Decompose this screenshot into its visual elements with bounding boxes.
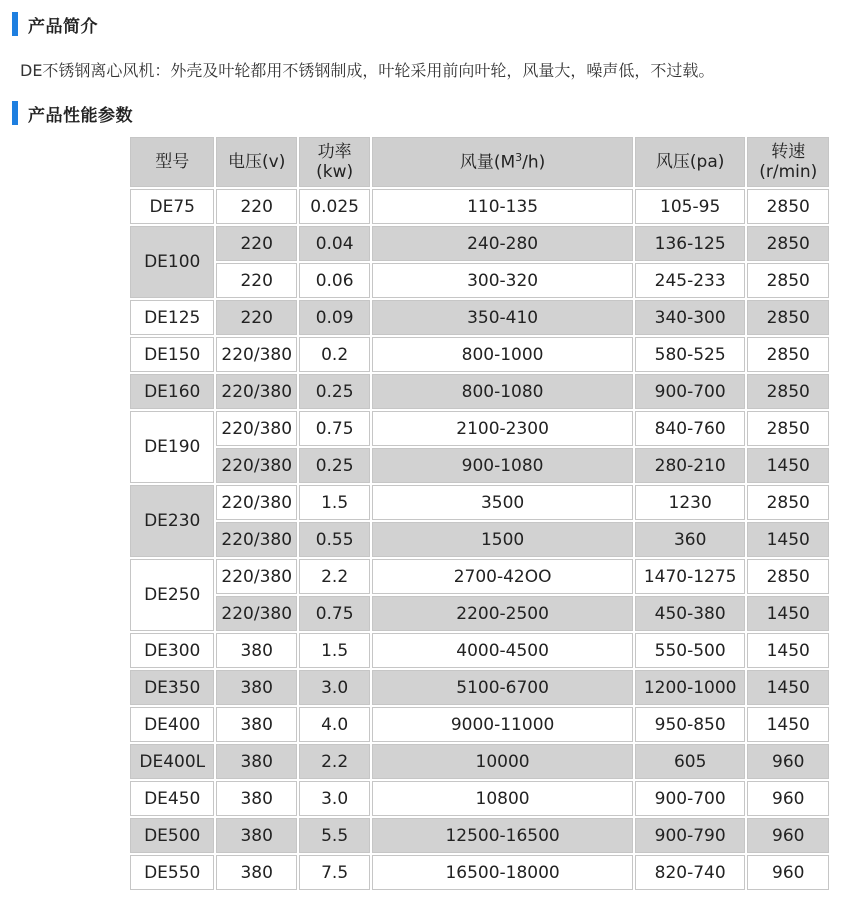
cell-power: 3.0 (299, 670, 370, 705)
cell-power: 2.2 (299, 744, 370, 779)
cell-pressure: 550-500 (635, 633, 746, 668)
cell-voltage: 220/380 (216, 411, 296, 446)
cell-model: DE230 (130, 485, 214, 557)
cell-voltage: 380 (216, 818, 296, 853)
cell-power: 0.25 (299, 374, 370, 409)
cell-speed: 1450 (747, 596, 829, 631)
cell-pressure: 1470-1275 (635, 559, 746, 594)
cell-power: 5.5 (299, 818, 370, 853)
cell-power: 2.2 (299, 559, 370, 594)
cell-pressure: 340-300 (635, 300, 746, 335)
cell-power: 0.75 (299, 596, 370, 631)
cell-voltage: 220/380 (216, 485, 296, 520)
table-row (130, 522, 829, 557)
section-title-intro: 产品简介 (28, 16, 98, 37)
cell-speed: 2850 (747, 374, 829, 409)
section-title-specs: 产品性能参数 (28, 105, 133, 126)
cell-power: 3.0 (299, 781, 370, 816)
cell-model: DE400 (130, 707, 214, 742)
cell-speed: 1450 (747, 707, 829, 742)
cell-model: DE400L (130, 744, 214, 779)
cell-model: DE75 (130, 189, 214, 224)
cell-pressure: 605 (635, 744, 746, 779)
cell-pressure: 900-700 (635, 374, 746, 409)
cell-speed: 2850 (747, 226, 829, 261)
cell-airflow: 110-135 (372, 189, 633, 224)
cell-airflow: 12500-16500 (372, 818, 633, 853)
heading-accent-bar (12, 101, 18, 125)
cell-pressure: 245-233 (635, 263, 746, 298)
cell-power: 0.09 (299, 300, 370, 335)
header-power (299, 137, 370, 187)
cell-speed: 2850 (747, 263, 829, 298)
cell-airflow: 350-410 (372, 300, 633, 335)
header-model: 型号 (130, 137, 214, 187)
header-speed-line1: 转速 (771, 141, 806, 162)
cell-voltage: 220/380 (216, 374, 296, 409)
cell-voltage: 380 (216, 855, 296, 890)
cell-speed: 1450 (747, 670, 829, 705)
cell-speed: 1450 (747, 522, 829, 557)
table-row (130, 855, 829, 890)
cell-speed: 960 (747, 744, 829, 779)
cell-model: DE450 (130, 781, 214, 816)
cell-power: 0.025 (299, 189, 370, 224)
cell-model: DE150 (130, 337, 214, 372)
header-speed-line2: (r/min) (759, 162, 818, 182)
cell-speed: 2850 (747, 485, 829, 520)
cell-pressure: 900-790 (635, 818, 746, 853)
cell-pressure: 1200-1000 (635, 670, 746, 705)
cell-pressure: 840-760 (635, 411, 746, 446)
table-row (130, 707, 829, 742)
cell-model: DE125 (130, 300, 214, 335)
cell-voltage: 220/380 (216, 596, 296, 631)
cell-speed: 2850 (747, 411, 829, 446)
cell-power: 0.25 (299, 448, 370, 483)
cell-model: DE160 (130, 374, 214, 409)
cell-pressure: 450-380 (635, 596, 746, 631)
cell-airflow: 300-320 (372, 263, 633, 298)
table-row (130, 744, 829, 779)
cell-speed: 960 (747, 855, 829, 890)
header-airflow-pre: 风量(M (459, 152, 516, 173)
cell-voltage: 220 (216, 226, 296, 261)
spec-table (128, 135, 831, 892)
table-row (130, 633, 829, 668)
spec-table-body (130, 189, 829, 890)
table-row (130, 596, 829, 631)
cell-pressure: 105-95 (635, 189, 746, 224)
cell-power: 0.2 (299, 337, 370, 372)
cell-pressure: 950-850 (635, 707, 746, 742)
cell-speed: 960 (747, 818, 829, 853)
cell-power: 4.0 (299, 707, 370, 742)
cell-pressure: 136-125 (635, 226, 746, 261)
cell-airflow: 900-1080 (372, 448, 633, 483)
cell-voltage: 220 (216, 189, 296, 224)
table-row (130, 448, 829, 483)
cell-voltage: 220/380 (216, 448, 296, 483)
cell-pressure: 820-740 (635, 855, 746, 890)
cell-voltage: 380 (216, 744, 296, 779)
cell-model: DE250 (130, 559, 214, 631)
cell-airflow: 3500 (372, 485, 633, 520)
table-row (130, 226, 829, 261)
cell-airflow: 240-280 (372, 226, 633, 261)
cell-airflow: 16500-18000 (372, 855, 633, 890)
cell-airflow: 2200-2500 (372, 596, 633, 631)
cell-model: DE190 (130, 411, 214, 483)
cell-voltage: 220 (216, 263, 296, 298)
table-row (130, 300, 829, 335)
cell-airflow: 2100-2300 (372, 411, 633, 446)
header-airflow-sup: 3 (515, 150, 523, 164)
cell-model: DE500 (130, 818, 214, 853)
cell-voltage: 380 (216, 707, 296, 742)
header-voltage: 电压(v) (216, 137, 296, 187)
cell-airflow: 10000 (372, 744, 633, 779)
cell-speed: 2850 (747, 189, 829, 224)
table-row (130, 818, 829, 853)
cell-power: 0.06 (299, 263, 370, 298)
cell-speed: 1450 (747, 633, 829, 668)
table-row (130, 670, 829, 705)
cell-speed: 2850 (747, 559, 829, 594)
product-intro-text: DE不锈钢离心风机：外壳及叶轮都用不锈钢制成，叶轮采用前向叶轮，风量大，噪声低，不过载。 (20, 61, 715, 80)
table-row (130, 337, 829, 372)
cell-airflow: 10800 (372, 781, 633, 816)
table-row (130, 189, 829, 224)
section-heading-specs (12, 101, 133, 125)
cell-pressure: 1230 (635, 485, 746, 520)
cell-airflow: 4000-4500 (372, 633, 633, 668)
header-speed (747, 137, 829, 187)
cell-airflow: 1500 (372, 522, 633, 557)
cell-voltage: 220 (216, 300, 296, 335)
cell-pressure: 280-210 (635, 448, 746, 483)
cell-model: DE350 (130, 670, 214, 705)
cell-airflow: 800-1080 (372, 374, 633, 409)
table-header-row (130, 137, 829, 187)
cell-model: DE100 (130, 226, 214, 298)
cell-pressure: 360 (635, 522, 746, 557)
cell-speed: 2850 (747, 337, 829, 372)
table-row (130, 374, 829, 409)
cell-voltage: 220/380 (216, 522, 296, 557)
table-row (130, 781, 829, 816)
cell-power: 0.55 (299, 522, 370, 557)
cell-model: DE550 (130, 855, 214, 890)
cell-speed: 2850 (747, 300, 829, 335)
header-airflow (372, 137, 633, 187)
header-pressure: 风压(pa) (635, 137, 746, 187)
cell-airflow: 2700-42OO (372, 559, 633, 594)
header-power-line1: 功率 (317, 141, 352, 162)
cell-power: 1.5 (299, 633, 370, 668)
cell-voltage: 380 (216, 670, 296, 705)
cell-airflow: 9000-11000 (372, 707, 633, 742)
cell-power: 0.75 (299, 411, 370, 446)
header-airflow-post: /h) (522, 152, 546, 173)
cell-model: DE300 (130, 633, 214, 668)
table-row (130, 485, 829, 520)
cell-voltage: 380 (216, 633, 296, 668)
cell-speed: 1450 (747, 448, 829, 483)
cell-voltage: 220/380 (216, 337, 296, 372)
cell-power: 1.5 (299, 485, 370, 520)
cell-speed: 960 (747, 781, 829, 816)
cell-airflow: 5100-6700 (372, 670, 633, 705)
table-row (130, 411, 829, 446)
cell-pressure: 900-700 (635, 781, 746, 816)
section-heading-intro (12, 12, 98, 36)
table-row (130, 559, 829, 594)
cell-power: 7.5 (299, 855, 370, 890)
cell-airflow: 800-1000 (372, 337, 633, 372)
cell-voltage: 380 (216, 781, 296, 816)
header-power-line2: (kw) (316, 162, 354, 182)
heading-accent-bar (12, 12, 18, 36)
table-row (130, 263, 829, 298)
cell-power: 0.04 (299, 226, 370, 261)
cell-voltage: 220/380 (216, 559, 296, 594)
cell-pressure: 580-525 (635, 337, 746, 372)
